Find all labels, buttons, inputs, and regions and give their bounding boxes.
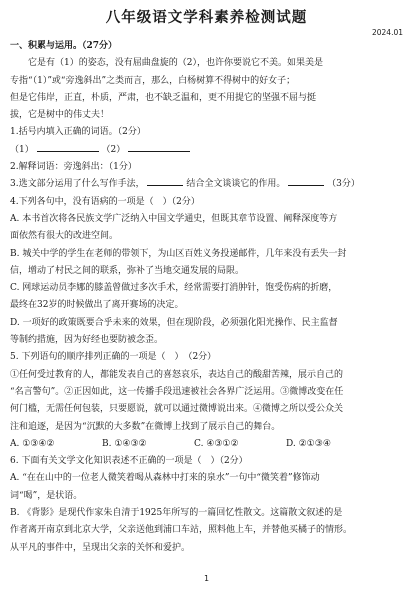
q1-label-1: （1） [10, 144, 34, 155]
q5-sentence-line: 注和追逐，是因为“沉默的大多数”在微博上找到了展示自己的舞台。 [10, 421, 281, 432]
passage-line: 它是有（1）的姿态，没有屈曲盘旋的（2），也许你要说它不美。如果美是 [28, 58, 323, 69]
q4-option-line: C. 网球运动员李娜的膝盖曾做过多次手术，经常需要打消肿针，饱受伤病的折磨， [10, 283, 338, 294]
passage-line: 拔，它是树中的伟丈夫！ [10, 110, 110, 121]
exam-title: 八年级语文学科素养检测试题 [105, 9, 308, 26]
question-2: 2.解释词语：旁逸斜出：（1分） [10, 162, 137, 173]
passage-line: 但是它伟岸，正直，朴质，严肃，也不缺乏温和，更不用提它的坚强不屈与挺 [10, 92, 317, 103]
exam-content [10, 38, 403, 557]
q3-text-a: 3.选文部分运用了什么写作手法， [10, 179, 145, 190]
q5-sentence-line: 何门槛，无需任何包装，只要愿说，就可以通过微博说出来。④微博之所以受公众关 [10, 404, 344, 415]
question-4: 4.下列各句中，没有语病的一项是（ ）（2分） [10, 196, 200, 207]
q4-option-line: 信，增动了村民之间的联系，弥补了当地交通发展的局限。 [10, 265, 245, 276]
q6-option-line: A. “在在山中的一位老人微笑着喝从森林中打来的泉水”一句中“微笑着”修饰动 [10, 473, 320, 484]
q4-option-line: B. 城关中学的学生在老师的带领下，为山区百姓义务投递邮件，几年来没有丢失一封 [10, 248, 347, 259]
q4-option-line: 面依然有很大的改进空间。 [10, 231, 119, 242]
q5-sentence-line: ①任何受过教育的人，都能发表自己的喜怒哀乐，表达自己的酸甜苦辣，展示自己的 [10, 369, 344, 380]
question-6: 6. 下面有关文学文化知识表述不正确的一项是（ ）（2分） [10, 456, 248, 467]
q3-text-c: （3分） [327, 179, 360, 190]
q5-option-d: D. ②①③④ [286, 438, 331, 449]
question-5: 5. 下列语句的顺序排列正确的一项是（ ） （2分） [10, 352, 217, 363]
q4-option-line: A. 本书首次将各民族文学广泛纳入中国文学通史，但既其章节设置、阐释深度等方 [10, 213, 338, 224]
q1-label-2: （2） [101, 144, 126, 155]
q1-blank-1[interactable] [37, 142, 99, 152]
question-1: 1.括号内填入正确的词语。（2分） [10, 127, 146, 138]
q4-option-line: D. 一项好的政策既要合乎未来的效果，但在现阶段，必须强化阳光操作、民主监督 [10, 317, 338, 328]
q5-option-a: A. ①③④② [10, 438, 55, 449]
q5-option-b: B. ①④③② [102, 438, 147, 449]
q3-text-b: 结合全文谈谈它的作用。 [186, 179, 286, 190]
page-number: 1 [203, 574, 210, 583]
q6-option-line: B. 《背影》是现代作家朱自清于1925年所写的一篇回忆性散文。这篇散文叙述的是 [10, 508, 343, 519]
q3-blank-2[interactable] [288, 176, 324, 186]
question-3 [10, 176, 403, 193]
q6-option-line: 作者离开南京到北京大学，父亲送他到浦口车站，照料他上车，并替他买橘子的情形。 [10, 525, 353, 536]
q6-option-line: 词“喝”，是状语。 [10, 490, 83, 501]
section-heading-accumulation: 一、积累与运用。（27分） [10, 41, 118, 51]
q5-sentence-line: “名言警句”。②正因如此，这一传播手段迅速被社会各界广泛运用。③微博改变在任 [10, 386, 344, 397]
q1-blank-2[interactable] [128, 142, 190, 152]
q4-option-line: 最终在32岁的时候做出了离开赛场的决定。 [10, 300, 184, 311]
q5-options [10, 436, 403, 453]
exam-date: 2024.01 [371, 28, 403, 37]
question-1-answers [10, 142, 403, 159]
q6-option-line: 从平凡的事件中，呈现出父亲的关怀和爱护。 [10, 542, 191, 553]
q3-blank-1[interactable] [147, 176, 183, 186]
q4-option-line: 等制约措施，因为好经也要防被念歪。 [10, 335, 164, 346]
passage-line: 专指“（1）”或“旁逸斜出”之类而言，那么，白杨树算不得树中的好女子； [10, 75, 296, 86]
q5-option-c: C. ④③①② [194, 438, 239, 449]
